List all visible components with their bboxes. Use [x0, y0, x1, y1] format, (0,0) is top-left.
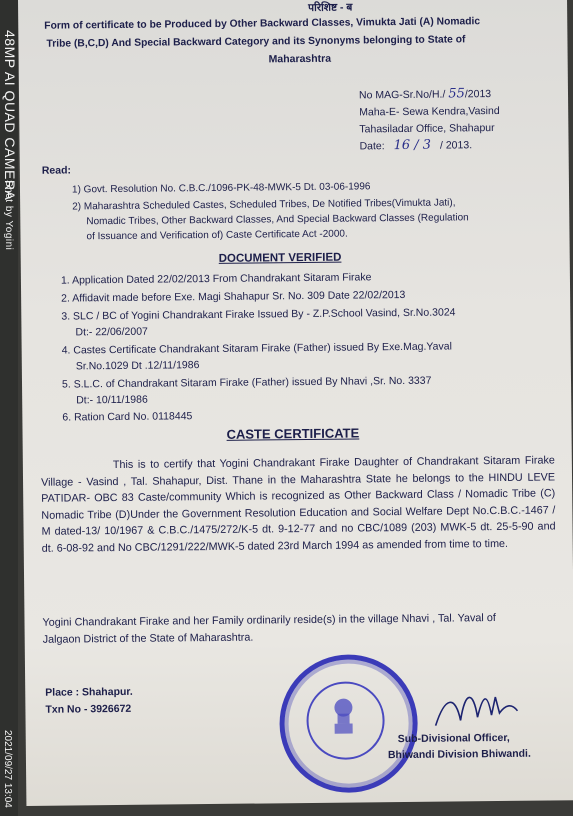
- photo-side-strip: [0, 0, 18, 816]
- header-line-1: Form of certificate to be Produced by Other Backward Classes, Vimukta Jati (A) Nomadic: [44, 16, 481, 32]
- place: Place : Shahapur.: [45, 685, 133, 699]
- verified-item-3: 3. SLC / BC of Yogini Chandrakant Firake Issued By - Z.P.School Vasind, Sr.No.3024: [61, 306, 456, 323]
- verified-title: DOCUMENT VERIFIED: [218, 251, 342, 265]
- header-line-2: Tribe (B,C,D) And Special Backward Category and its Synonyms belonging to State of: [46, 34, 466, 50]
- verified-item-4: 4. Castes Certificate Chandrakant Sitaram Firake (Father) issued By Exe.Mag.Yaval: [61, 340, 452, 357]
- officer-title: Sub-Divisional Officer,: [397, 731, 510, 746]
- header-line-3: Maharashtra: [268, 52, 332, 66]
- certificate-page: [18, 0, 573, 806]
- office-no-value: 55: [448, 86, 465, 102]
- office-line-2: Maha-E- Sewa Kendra,Vasind: [359, 104, 500, 119]
- verified-item-3b: Dt:- 22/06/2007: [75, 325, 148, 339]
- txn-no: Txn No - 3926672: [45, 702, 132, 716]
- camera-watermark: 48MP AI QUAD CAMERA: [2, 30, 18, 201]
- verified-item-5b: Dt:- 10/11/1986: [76, 393, 148, 407]
- verified-item-4b: Sr.No.1029 Dt .12/11/1986: [75, 359, 200, 373]
- verified-item-6: 6. Ration Card No. 0118445: [62, 410, 193, 424]
- office-no: No MAG-Sr.No/H./ 55/2013: [358, 86, 492, 102]
- read-item-1: 1) Govt. Resolution No. C.B.C./1096-PK-48-MWK-5 Dt. 03-06-1996: [71, 181, 371, 196]
- official-seal-stamp: [279, 654, 418, 793]
- read-item-2: 2) Maharashtra Scheduled Castes, Scheduled Tribes, De Notified Tribes(Vimukta Jati),: [72, 197, 456, 213]
- emblem-icon: [328, 693, 358, 737]
- datetime-watermark: 2021/09/27 13:04: [2, 730, 13, 808]
- caste-paragraph-2: Yogini Chandrakant Firake and her Family ordinarily reside(s) in the village Nhavi , Tal. Yaval of Jalgaon District of the State of Maharashtra.: [42, 612, 496, 646]
- read-item-2c: of Issuance and Verification of) Caste Certificate Act -2000.: [86, 228, 348, 243]
- office-date: Date: 16 / 3 / 2013.: [359, 137, 473, 154]
- verified-item-5: 5. S.L.C. of Chandrakant Sitaram Firake (Father) issued By Nhavi ,Sr. No. 3337: [61, 374, 432, 391]
- officer-division: Bhiwandi Division Bhiwandi.: [387, 747, 531, 762]
- verified-item-1: 1. Application Dated 22/02/2013 From Chandrakant Sitaram Firake: [60, 271, 372, 287]
- caste-paragraph-1: This is to certify that Yogini Chandrakant Firake Daughter of Chandrakant Sitaram Firake Village - Vasind , Tal. Shahapur, Dist. Thane in the Maharashtra State he belongs to the HINDU LEVE PATIDAR- OBC 83 Caste/community Which is recognized as Other Backward Class / Nomadic Tribe (C) Nomadic Tribe (D)Under the Government Resolution Education and Social Welfare Dept No.C.B.C.-1467 / M dated-13/ 10/1967 & C.B.C./1475/272/K-5 dt. 9-12-77 and no CBC/1089 (203) MWK-5 dt. 25-5-90 and dt. 6-08-92 and No CBC/1291/222/MWK-5 dated 23rd March 1994 as amended from time to time.: [40, 454, 556, 555]
- read-label: Read:: [41, 164, 72, 177]
- caste-title: CASTE CERTIFICATE: [226, 425, 360, 442]
- office-line-3: Tahasiladar Office, Shahapur: [359, 122, 495, 136]
- verified-item-2: 2. Affidavit made before Exe. Magi Shahapur Sr. No. 309 Date 22/02/2013: [61, 288, 406, 305]
- signature: [425, 685, 546, 736]
- office-date-value: 16 / 3: [393, 137, 432, 154]
- read-item-2b: Nomadic Tribes, Other Backward Classes, And Special Backward Classes (Regulation: [86, 212, 469, 228]
- shot-by-watermark: Shot by Yogini: [3, 180, 14, 251]
- form-ref: परिशिष्ट - ब: [308, 1, 353, 14]
